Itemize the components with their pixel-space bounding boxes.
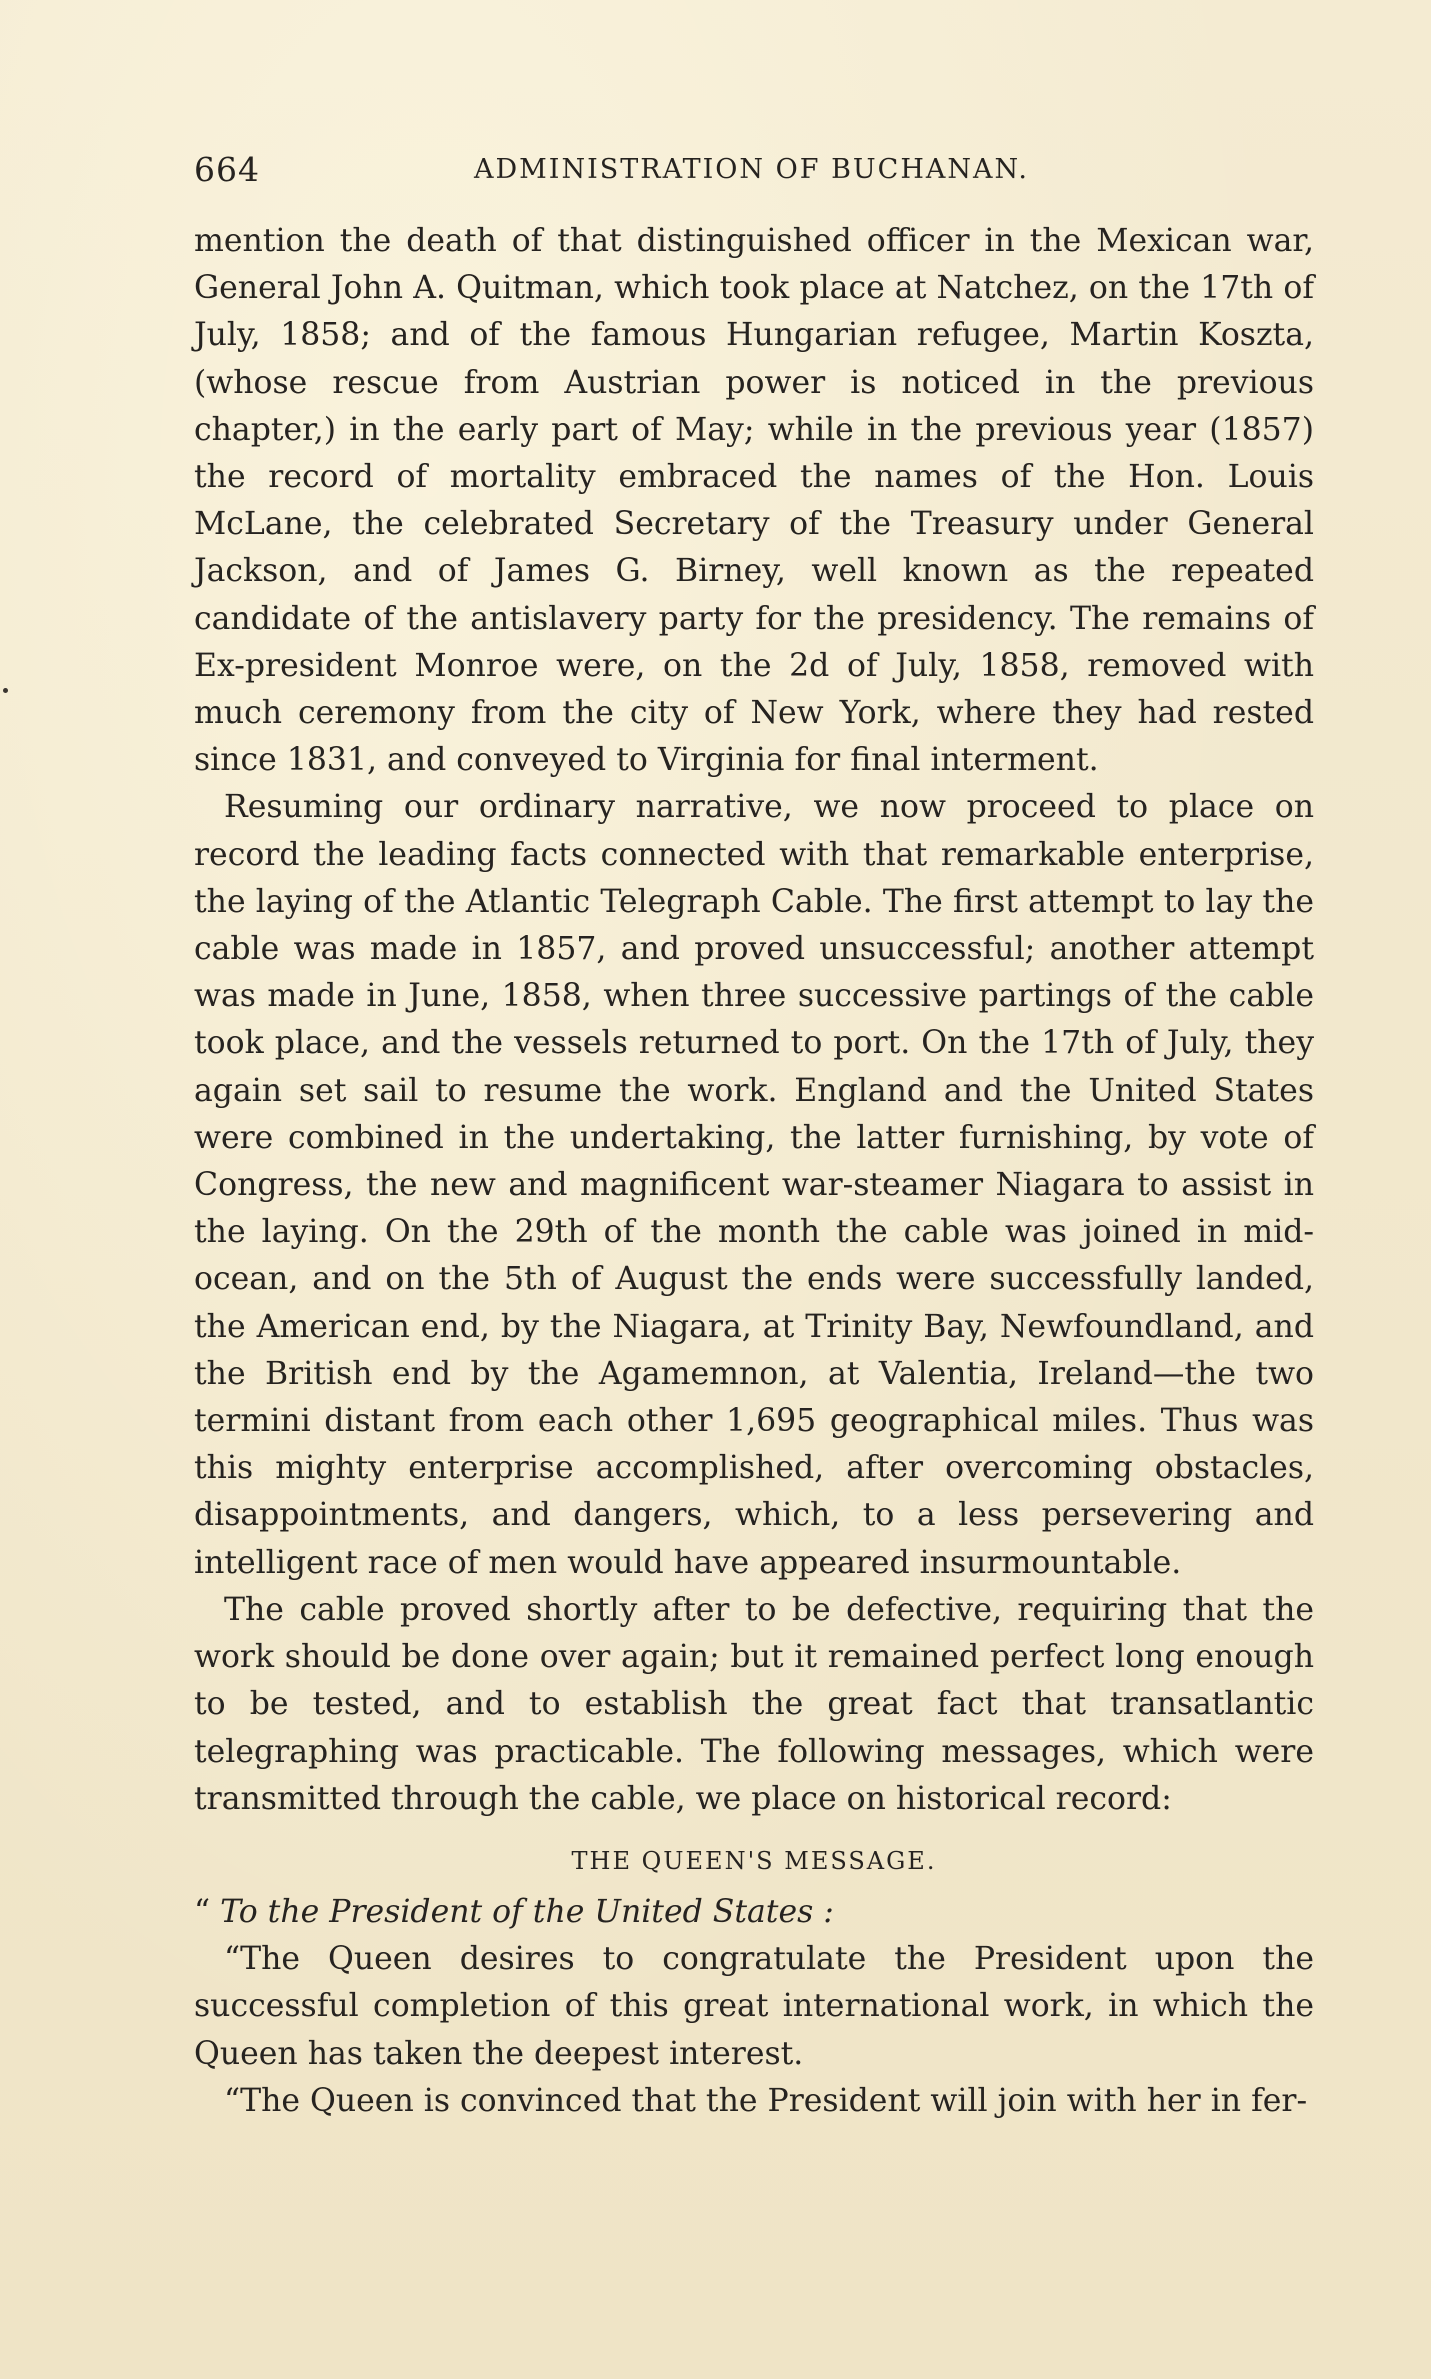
message-paragraph-convinced: “The Queen is convinced that the President will join with her in fer- xyxy=(224,2082,1308,2119)
margin-speck xyxy=(3,688,8,693)
paragraph-mortality-record: mention the death of that distinguished officer in the Mexican war, General John A. Quitman, which took place at Natchez, on the 17th of July, 1858; and of the famous Hungarian refugee, Martin Koszta, (whose rescue from Austrian power is noticed in the previous chapter,) in the early part of May; while in the previous year (1857) the record of mortality embraced the names of the Hon. Louis McLane, the celebrated Secretary of the Treasury under General Jackson, and of James G. Birney, well known as the repeated candidate of the antislavery party for the presidency. The remains of Ex-president Monroe were, on the 2d of July, 1858, removed with much ceremony from the city of New York, where they had rested since 1831, and conveyed to Virginia for final interment. xyxy=(194,223,1314,779)
page-body xyxy=(194,218,1314,2125)
running-title: ADMINISTRATION OF BUCHANAN. xyxy=(474,154,1029,185)
address-text: To the President of the United States : xyxy=(220,1893,834,1930)
paragraph-atlantic-cable: Resuming our ordinary narrative, we now proceed to place on record the leading facts connected with that remarkable enterprise, the laying of the Atlantic Telegraph Cable. The first attempt to lay the cable was made in 1857, and proved unsuccessful; another attempt was made in June, 1858, when three successive partings of the cable took place, and the vessels returned to port. On the 17th of July, they again set sail to resume the work. England and the United States were combined in the undertaking, the latter furnishing, by vote of Congress, the new and magnificent war-steamer Niagara to assist in the laying. On the 29th of the month the cable was joined in mid-ocean, and on the 5th of August the ends were successfully landed, the American end, by the Niagara, at Trinity Bay, Newfoundland, and the British end by the Agamemnon, at Valentia, Ireland—the two termini distant from each other 1,695 geographical miles. Thus was this mighty enterprise accomplished, after overcoming obstacles, disappointments, and dangers, which, to a less persevering and intelligent race of men would have appeared insurmountable. xyxy=(194,789,1314,1581)
page-header xyxy=(194,150,1324,196)
message-address xyxy=(194,1889,1314,1936)
section-heading: THE QUEEN'S MESSAGE. xyxy=(571,1846,937,1875)
page-number: 664 xyxy=(194,150,260,189)
paragraph-cable-defective: The cable proved shortly after to be defective, requiring that the work should be done over again; but it remained perfect long enough to be tested, and to establish the great fact that transatlantic telegraphing was practicable. The following messages, which were transmitted through the cable, we place on historical record: xyxy=(194,1591,1314,1817)
address-open-quote: “ xyxy=(194,1893,211,1930)
message-paragraph-congratulate: “The Queen desires to congratulate the President upon the successful completion of this great international work, in which the Queen has taken the deepest interest. xyxy=(194,1941,1314,2072)
